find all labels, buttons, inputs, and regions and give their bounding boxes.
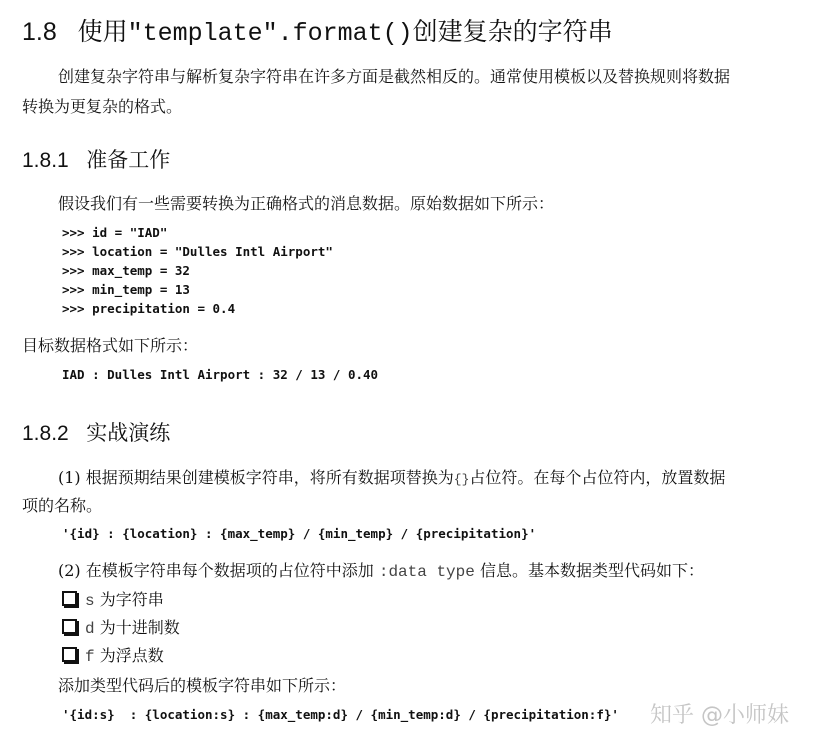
subsection-title — [22, 417, 170, 447]
inline-code: f — [85, 648, 95, 666]
code-line: '{id:s} : {location:s} : {max_temp:d} / {min_temp:d} / {precipitation:f}' — [62, 707, 619, 722]
code-line: >>> location = "Dulles Intl Airport" — [62, 244, 333, 259]
checkbox-bullet-icon — [62, 619, 77, 634]
subsection-text: 准备工作 — [86, 149, 171, 172]
title-text: 创建复杂的字符串 — [412, 18, 613, 46]
bullet-item — [62, 643, 164, 666]
code-line: '{id} : {location} : {max_temp} / {min_temp} / {precipitation}' — [62, 526, 537, 541]
code-line: >>> precipitation = 0.4 — [62, 301, 236, 316]
subsection-number: 1.8.2 — [22, 422, 69, 445]
text: (2) 在模板字符串每个数据项的占位符中添加 — [58, 561, 379, 580]
inline-code: {} — [453, 472, 470, 487]
subsection-title — [22, 144, 170, 174]
bullet-item — [62, 587, 164, 610]
paragraph: 添加类型代码后的模板字符串如下所示： — [58, 676, 347, 695]
paragraph — [58, 558, 704, 581]
inline-code: d — [85, 620, 95, 638]
text: 信息。基本数据类型代码如下： — [474, 561, 704, 580]
paragraph: 转换为更复杂的格式。 — [22, 97, 183, 116]
text: 为浮点数 — [94, 646, 164, 665]
text: 为十进制数 — [94, 618, 180, 637]
code-line: >>> min_temp = 13 — [62, 282, 190, 297]
paragraph: 项的名称。 — [22, 496, 103, 515]
text: 为字符串 — [94, 590, 164, 609]
code-line: >>> max_temp = 32 — [62, 263, 190, 278]
watermark: 知乎 @小师妹 — [650, 703, 789, 728]
section-number: 1.8 — [22, 18, 57, 46]
inline-code: :data type — [378, 563, 475, 581]
title-code: "template".format() — [127, 19, 413, 48]
text: 占位符。在每个占位符内，放置数据 — [469, 468, 726, 487]
title-text: 使用 — [77, 18, 128, 46]
bullet-item — [62, 615, 180, 638]
checkbox-bullet-icon — [62, 591, 77, 606]
paragraph: 目标数据格式如下所示： — [22, 336, 199, 355]
subsection-text: 实战演练 — [86, 422, 171, 445]
section-title — [22, 12, 613, 48]
subsection-number: 1.8.1 — [22, 149, 69, 172]
code-line: IAD : Dulles Intl Airport : 32 / 13 / 0.40 — [62, 367, 379, 382]
paragraph — [58, 465, 725, 488]
paragraph: 假设我们有一些需要转换为正确格式的消息数据。原始数据如下所示： — [58, 194, 555, 213]
checkbox-bullet-icon — [62, 647, 77, 662]
text: (1) 根据预期结果创建模板字符串，将所有数据项替换为 — [58, 468, 454, 487]
paragraph: 创建复杂字符串与解析复杂字符串在许多方面是截然相反的。通常使用模板以及替换规则将数据 — [58, 67, 731, 86]
inline-code: s — [85, 592, 95, 610]
code-line: >>> id = "IAD" — [62, 225, 168, 240]
